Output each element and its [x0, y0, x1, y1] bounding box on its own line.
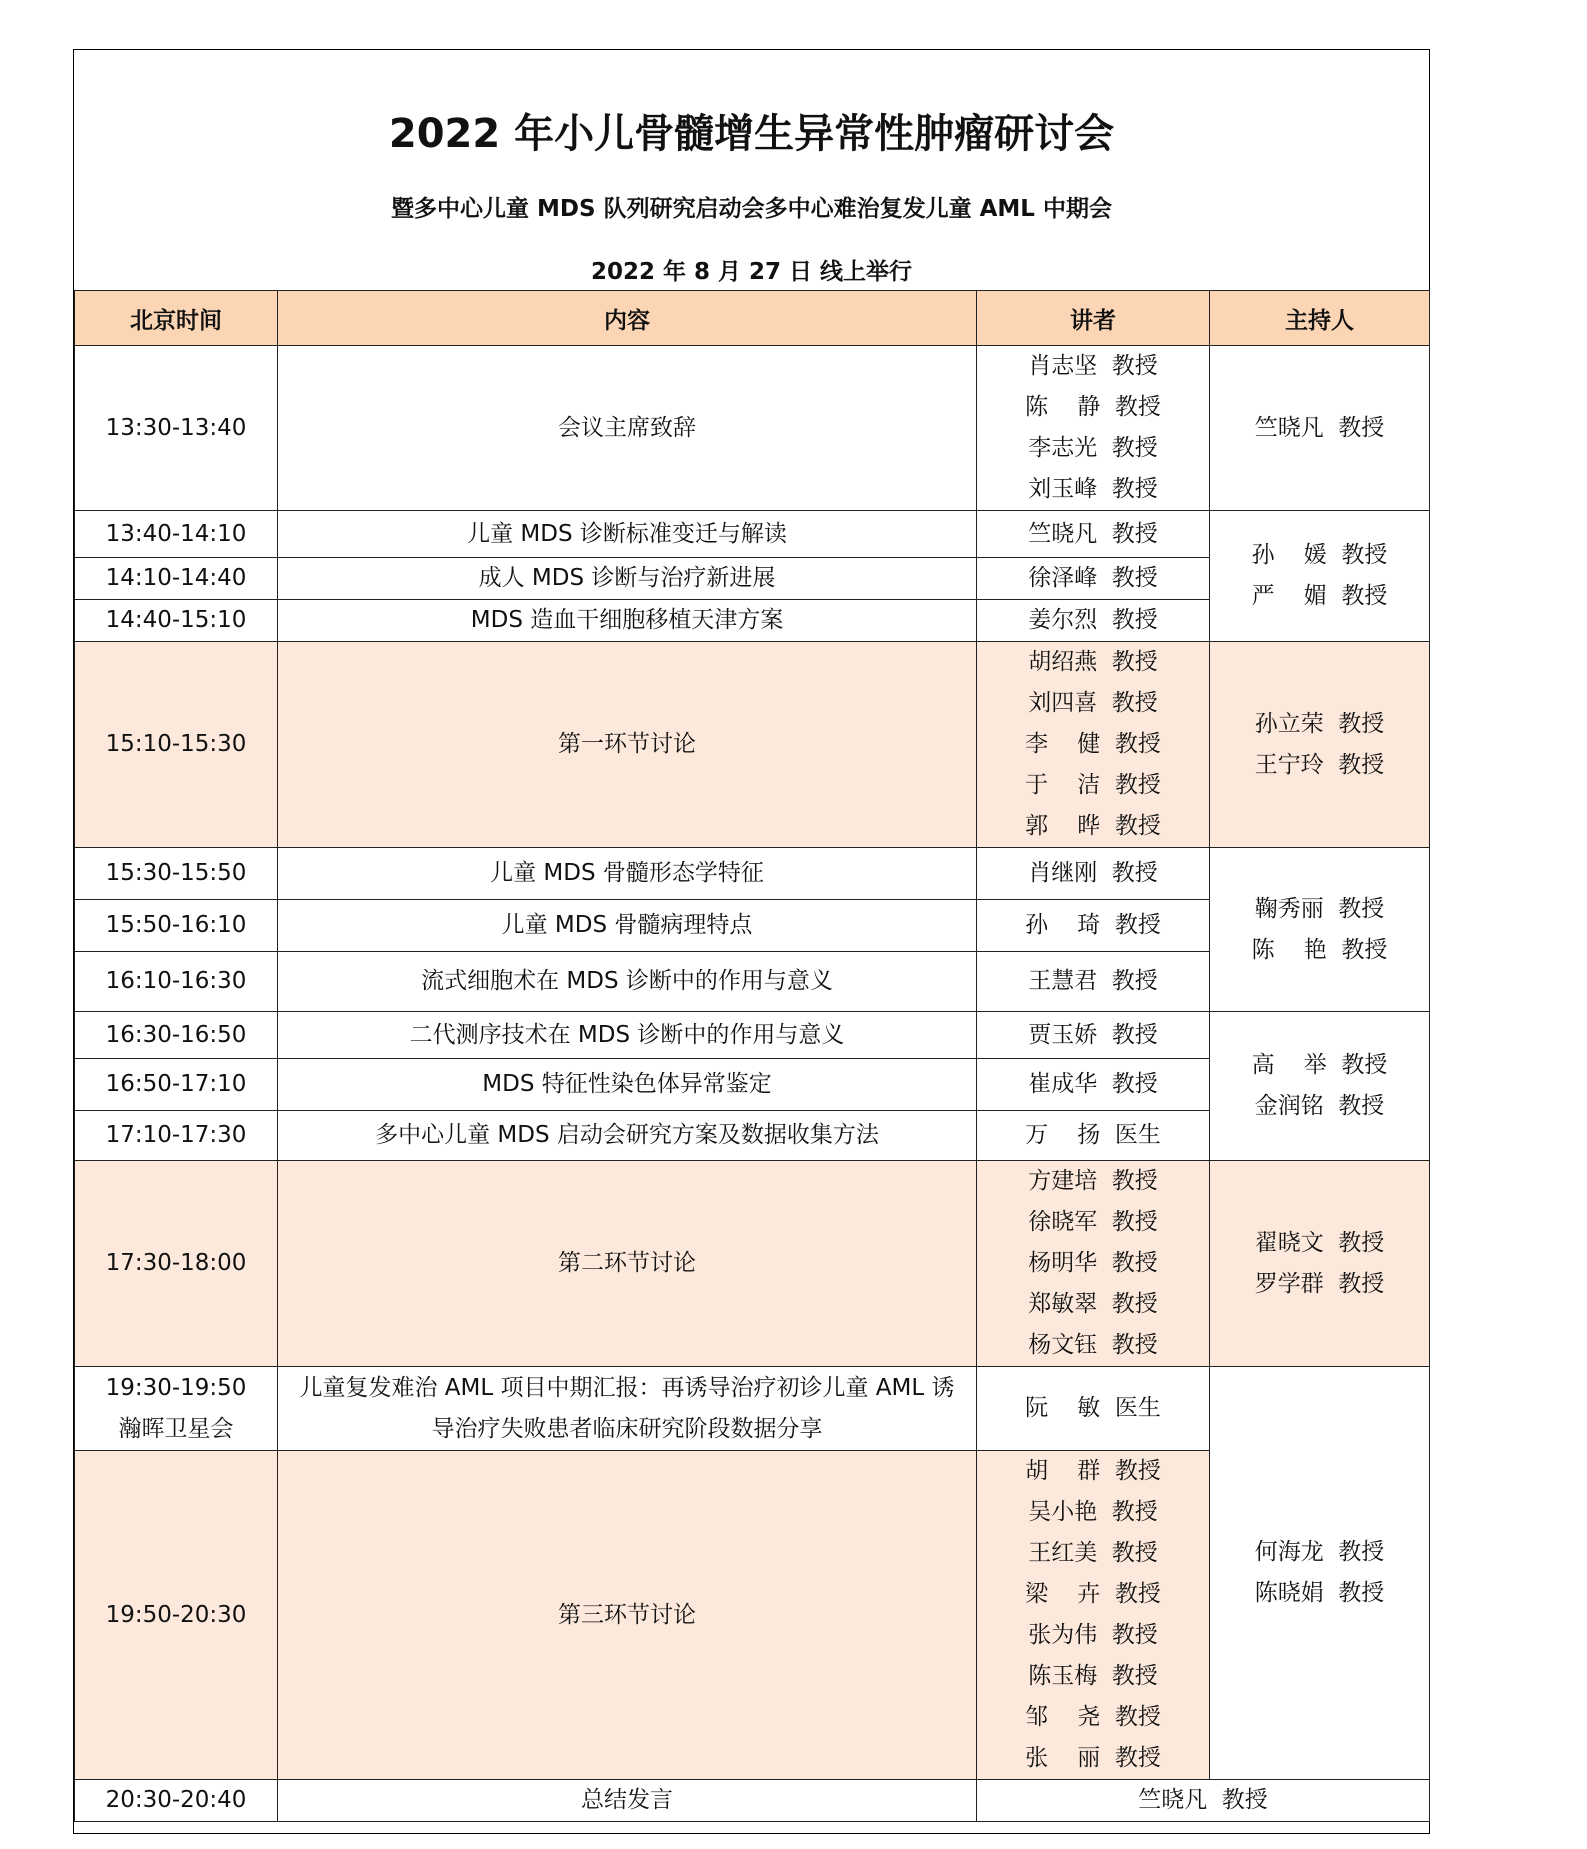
time-cell	[75, 952, 278, 1012]
host-cell	[1210, 1012, 1430, 1161]
time-note: 瀚晖卫星会	[118, 1415, 234, 1442]
person-name: 刘玉峰 教授	[1028, 476, 1158, 502]
time-slot: 15:50-16:10	[105, 912, 247, 938]
content-cell	[278, 1012, 977, 1059]
event-date: 2022 年 8 月 27 日 线上举行	[590, 259, 913, 285]
time-cell	[75, 511, 278, 558]
time-slot: 16:10-16:30	[105, 968, 247, 994]
person-name: 胡绍燕 教授	[1028, 649, 1158, 675]
session-topic: MDS 造血干细胞移植天津方案	[470, 607, 784, 633]
person-name: 方建培 教授	[1028, 1168, 1158, 1194]
person-name: 吴小艳 教授	[1028, 1499, 1158, 1525]
person-name: 孙立荣 教授	[1254, 710, 1385, 737]
speaker-cell	[977, 1059, 1210, 1111]
content-cell	[278, 952, 977, 1012]
time-cell	[75, 1161, 278, 1367]
session-topic: 成人 MDS 诊断与治疗新进展	[478, 565, 776, 591]
person-name: 贾玉娇 教授	[1028, 1021, 1158, 1048]
time-cell	[75, 642, 278, 848]
person-name: 严 媚 教授	[1251, 583, 1388, 609]
person-name: 刘四喜 教授	[1028, 690, 1158, 716]
person-name: 竺晓凡 教授	[1254, 414, 1385, 441]
document-subtitle: 暨多中心儿童 MDS 队列研究启动会多中心难治复发儿童 AML 中期会	[391, 196, 1112, 222]
time-cell	[75, 848, 278, 900]
content-cell	[278, 848, 977, 900]
content-cell	[278, 511, 977, 558]
person-name: 竺晓凡 教授	[1028, 520, 1158, 547]
speaker-cell	[977, 558, 1210, 600]
person-name: 高 举 教授	[1251, 1052, 1388, 1078]
person-name: 郑敏翠 教授	[1028, 1291, 1158, 1317]
person-name: 陈 静 教授	[1025, 394, 1161, 420]
agenda-table	[74, 290, 1430, 1822]
column-header-speaker: 讲者	[977, 291, 1210, 346]
speaker-cell	[977, 511, 1210, 558]
speaker-cell	[977, 600, 1210, 642]
agenda-row	[75, 1780, 1430, 1822]
session-topic: 儿童 MDS 骨髓病理特点	[501, 912, 753, 938]
speaker-cell	[977, 1367, 1210, 1451]
agenda-row	[75, 848, 1430, 900]
time-slot: 19:50-20:30	[105, 1601, 247, 1628]
host-cell	[1210, 346, 1430, 511]
session-topic: 多中心儿童 MDS 启动会研究方案及数据收集方法	[375, 1122, 879, 1148]
person-name: 金润铭 教授	[1254, 1093, 1385, 1119]
content-cell	[278, 1780, 977, 1822]
time-cell	[75, 1012, 278, 1059]
person-name: 肖继刚 教授	[1028, 860, 1158, 886]
agenda-row	[75, 1012, 1430, 1059]
person-name: 张为伟 教授	[1028, 1622, 1158, 1648]
time-cell	[75, 558, 278, 600]
session-topic: 第三环节讨论	[558, 1601, 696, 1628]
column-header-content: 内容	[278, 291, 977, 346]
time-slot: 15:10-15:30	[105, 731, 247, 757]
person-name: 何海龙 教授	[1254, 1539, 1385, 1565]
person-name: 陈 艳 教授	[1251, 936, 1388, 963]
person-name: 陈玉梅 教授	[1028, 1663, 1158, 1689]
session-topic: 总结发言	[581, 1787, 673, 1813]
time-slot: 15:30-15:50	[105, 860, 247, 886]
time-cell	[75, 346, 278, 511]
time-slot: 16:50-17:10	[105, 1071, 247, 1097]
content-cell	[278, 346, 977, 511]
person-name: 杨文钰 教授	[1028, 1332, 1158, 1358]
host-cell	[1210, 1161, 1430, 1367]
agenda-row	[75, 346, 1430, 511]
person-name: 郭 晔 教授	[1025, 813, 1161, 839]
person-name: 梁 卉 教授	[1025, 1581, 1161, 1607]
host-cell	[1210, 1367, 1430, 1780]
time-cell	[75, 600, 278, 642]
time-slot: 17:10-17:30	[105, 1122, 247, 1148]
time-slot: 14:10-14:40	[105, 565, 247, 591]
person-name: 万 扬 医生	[1025, 1122, 1161, 1148]
person-name: 陈晓娟 教授	[1254, 1580, 1385, 1606]
speaker-cell	[977, 1111, 1210, 1161]
time-cell	[75, 1059, 278, 1111]
time-slot: 13:30-13:40	[105, 414, 247, 441]
content-cell	[278, 558, 977, 600]
content-cell	[278, 1111, 977, 1161]
content-cell	[278, 642, 977, 848]
person-name: 徐晓军 教授	[1028, 1209, 1158, 1235]
time-slot: 14:40-15:10	[105, 607, 247, 633]
person-name: 王宁玲 教授	[1254, 751, 1385, 778]
time-cell	[75, 900, 278, 952]
person-name: 于 洁 教授	[1025, 772, 1161, 798]
speaker-cell	[977, 1451, 1210, 1780]
person-name: 李志光 教授	[1028, 435, 1158, 461]
host-cell	[1210, 848, 1430, 1012]
person-name: 徐泽峰 教授	[1028, 565, 1158, 591]
session-topic: 第一环节讨论	[558, 731, 696, 757]
time-cell	[75, 1111, 278, 1161]
person-name: 李 健 教授	[1025, 731, 1161, 757]
person-name: 孙 琦 教授	[1025, 912, 1161, 938]
session-topic: 儿童复发难治 AML 项目中期汇报：再诱导治疗初诊儿童 AML 诱导治疗失败患者临床研究阶段数据分享	[299, 1374, 955, 1442]
session-topic: 第二环节讨论	[558, 1250, 696, 1276]
content-cell	[278, 1161, 977, 1367]
person-name: 邹 尧 教授	[1025, 1704, 1161, 1730]
agenda-row	[75, 1367, 1430, 1451]
session-topic: 二代测序技术在 MDS 诊断中的作用与意义	[409, 1021, 845, 1048]
speaker-cell	[977, 900, 1210, 952]
speaker-cell	[977, 952, 1210, 1012]
speaker-cell	[977, 848, 1210, 900]
time-slot: 20:30-20:40	[105, 1787, 247, 1813]
time-cell	[75, 1451, 278, 1780]
document-title: 2022 年小儿骨髓增生异常性肿瘤研讨会	[388, 111, 1115, 157]
content-cell	[278, 1367, 977, 1451]
time-slot: 13:40-14:10	[105, 520, 247, 547]
person-name: 张 丽 教授	[1025, 1745, 1161, 1771]
speaker-cell	[977, 346, 1210, 511]
session-topic: 儿童 MDS 诊断标准变迁与解读	[467, 520, 787, 547]
content-cell	[278, 1059, 977, 1111]
person-name: 鞠秀丽 教授	[1254, 895, 1385, 922]
content-cell	[278, 1451, 977, 1780]
agenda-row	[75, 511, 1430, 558]
column-header-time: 北京时间	[75, 291, 278, 346]
person-name: 阮 敏 医生	[1025, 1395, 1161, 1421]
column-header-host: 主持人	[1210, 291, 1430, 346]
person-name: 肖志坚 教授	[1028, 353, 1158, 379]
person-name: 杨明华 教授	[1028, 1250, 1158, 1276]
agenda-sheet	[73, 49, 1430, 1834]
host-cell	[1210, 642, 1430, 848]
time-cell	[75, 1780, 278, 1822]
agenda-row	[75, 1161, 1430, 1367]
speaker-cell	[977, 1012, 1210, 1059]
person-name: 王慧君 教授	[1028, 968, 1158, 994]
content-cell	[278, 900, 977, 952]
agenda-row	[75, 642, 1430, 848]
time-cell	[75, 1367, 278, 1451]
host-cell	[1210, 511, 1430, 642]
session-topic: 儿童 MDS 骨髓形态学特征	[490, 860, 764, 886]
header-row	[75, 291, 1430, 346]
session-topic: MDS 特征性染色体异常鉴定	[482, 1071, 772, 1097]
time-slot: 17:30-18:00	[105, 1250, 247, 1276]
content-cell	[278, 600, 977, 642]
time-slot: 16:30-16:50	[105, 1021, 247, 1048]
person-name: 罗学群 教授	[1254, 1270, 1385, 1297]
time-slot: 19:30-19:50	[105, 1374, 247, 1401]
person-name: 崔成华 教授	[1028, 1071, 1158, 1097]
person-name: 竺晓凡 教授	[1138, 1787, 1268, 1813]
session-topic: 会议主席致辞	[558, 414, 696, 441]
person-name: 翟晓文 教授	[1254, 1229, 1385, 1256]
person-name: 王红美 教授	[1028, 1540, 1158, 1566]
session-topic: 流式细胞术在 MDS 诊断中的作用与意义	[421, 968, 833, 994]
speaker-cell	[977, 642, 1210, 848]
person-name: 孙 媛 教授	[1251, 542, 1388, 568]
person-name: 胡 群 教授	[1025, 1458, 1161, 1484]
closing-speaker-cell	[977, 1780, 1430, 1822]
speaker-cell	[977, 1161, 1210, 1367]
person-name: 姜尔烈 教授	[1028, 607, 1158, 633]
